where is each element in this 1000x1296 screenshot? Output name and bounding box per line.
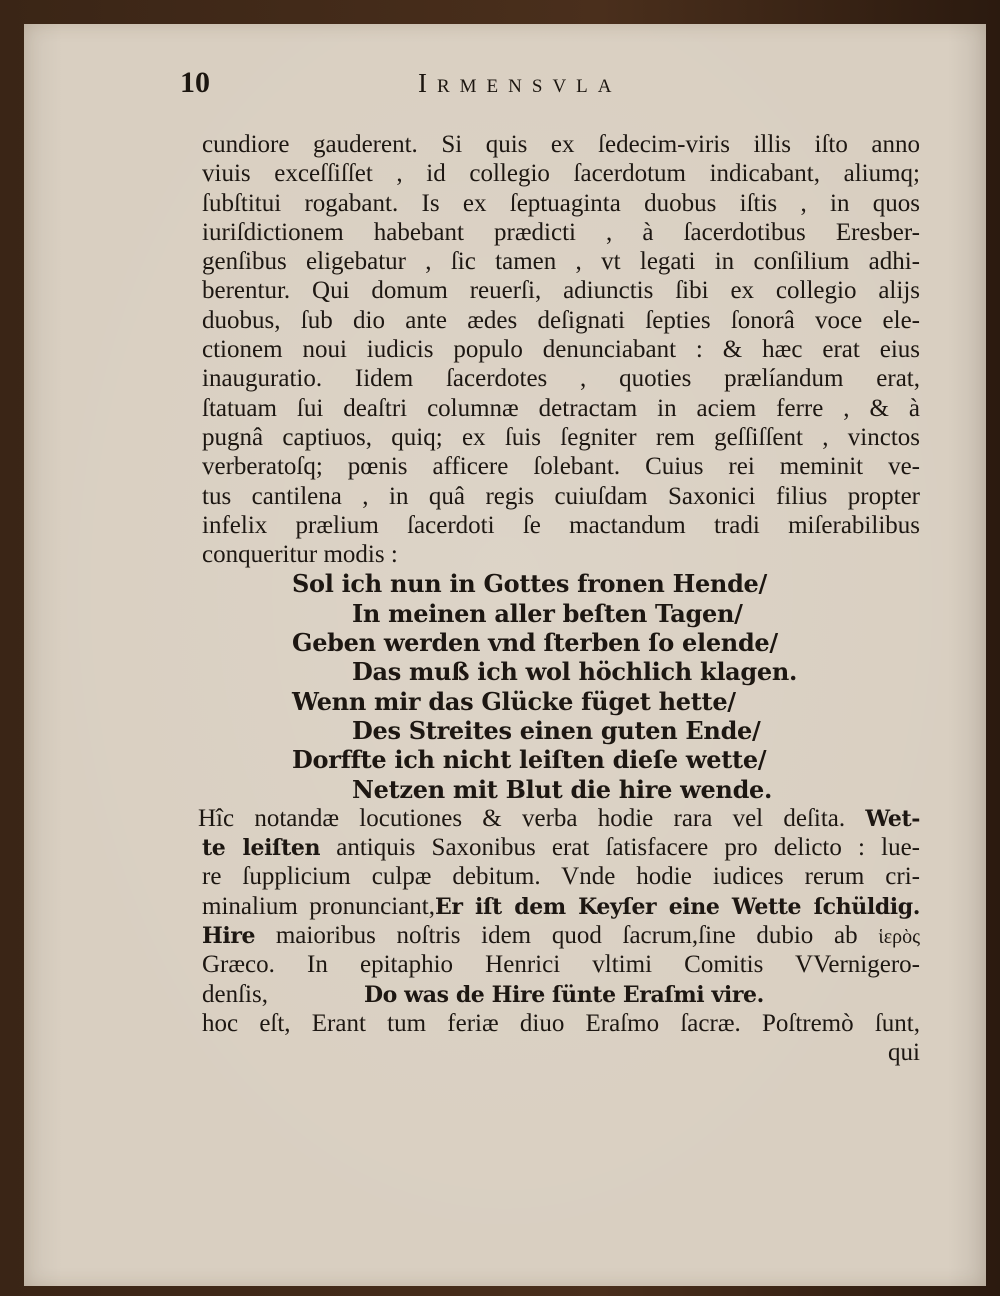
text-line: pugnâ captiuos, quiq; ex ſuis ſegniter rem geſſiſſent , vinctos — [202, 423, 920, 451]
text-line: iuriſdictionem habebant prædicti , à ſacerdotibus Eresber- — [202, 218, 920, 246]
text-line: inauguratio. Iidem ſacerdotes , quoties prælíandum erat, — [202, 365, 920, 393]
verse-line: Netzen mit Blut die hire wende. — [352, 774, 773, 804]
text-line — [198, 804, 920, 833]
text-span: Hîc notandæ locutiones & verba hodie rara vel deſita. — [198, 804, 866, 832]
text-line: re ſupplicium culpæ debitum. Vnde hodie iudices rerum cri- — [202, 863, 920, 891]
text-line — [202, 921, 920, 950]
text-line: conqueritur modis : — [202, 541, 398, 569]
verse-line: Sol ich nun in Gottes fronen Hende/ — [292, 569, 767, 599]
running-title: Irmensvla — [418, 68, 622, 98]
fraktur-phrase: Er iſt dem Keyſer eine Wette ſchüldig. — [434, 893, 921, 920]
text-line: verberatoſq; pœnis afficere ſolebant. Cuius rei meminit ve- — [202, 453, 920, 481]
verse-line: Wenn mir das Glücke füget hette/ — [292, 686, 736, 716]
text-line: Græco. In epitaphio Henrici vltimi Comitis VVernigero- — [202, 951, 920, 979]
text-line: ſtatuam ſui deaſtri columnæ detractam in aciem ferre , & à — [202, 394, 920, 422]
text-line: ſubſtitui rogabant. Is ex ſeptuaginta duobus iſtis , in quos — [202, 189, 920, 217]
verse-line: Des Streites einen guten Ende/ — [352, 715, 761, 745]
verse-line: In meinen aller beſten Tagen/ — [352, 598, 743, 628]
text-line: infelix prælium ſacerdoti ſe mactandum tradi miſerabilibus — [202, 511, 920, 539]
catchword: qui — [888, 1039, 920, 1067]
text-line: duobus, ſub dio ante ædes deſignati ſepties ſonorâ voce ele- — [202, 306, 920, 334]
text-line: ctionem noui iudicis populo denunciabant : & hæc erat eius — [202, 336, 920, 364]
fraktur-word: te leiſten — [202, 835, 321, 862]
text-line: cundiore gauderent. Si quis ex ſedecim-viris illis iſto anno — [202, 131, 920, 158]
text-line — [202, 833, 920, 862]
text-span: maioribus noſtris idem quod ſacrum,ſine dubio ab — [255, 922, 879, 950]
fraktur-word: Hire — [202, 923, 256, 950]
text-span: denſis, — [202, 980, 268, 1008]
fraktur-phrase: Do was de Hire ſünte Eraſmi vire. — [363, 981, 764, 1008]
text-line: genſibus eligebatur , ſic tamen , vt legati in conſilium adhi- — [202, 248, 920, 276]
body-text — [198, 130, 921, 1068]
text-span: antiquis Saxonibus erat ſatisfacere pro delicto : lue- — [320, 834, 920, 862]
text-line: tus cantilena , in quâ regis cuiuſdam Saxonici filius propter — [202, 482, 920, 510]
text-line — [202, 892, 920, 921]
verse-line: Geben werden vnd ſterben ſo elende/ — [292, 628, 778, 658]
text-span: minalium pronunciant, — [202, 892, 435, 920]
text-line — [202, 980, 920, 1009]
fraktur-word: Wet- — [865, 805, 920, 832]
text-line: viuis exceſſiſſet , id collegio ſacerdotum indicabant, aliumq; — [202, 160, 920, 188]
text-line: hoc eſt, Erant tum feriæ diuo Eraſmo ſacræ. Poſtremò ſunt, — [202, 1009, 920, 1037]
page-header — [180, 66, 900, 106]
verse-line: Das muß ich wol höchlich klagen. — [352, 657, 798, 687]
book-page — [24, 24, 986, 1286]
greek-word: ἱερὸς — [878, 926, 920, 949]
text-line: berentur. Qui domum reuerſi, adiunctis ſibi ex collegio alijs — [202, 277, 920, 305]
verse-line: Dorffte ich nicht leiſten dieſe wette/ — [292, 745, 767, 775]
page-number: 10 — [180, 66, 210, 99]
